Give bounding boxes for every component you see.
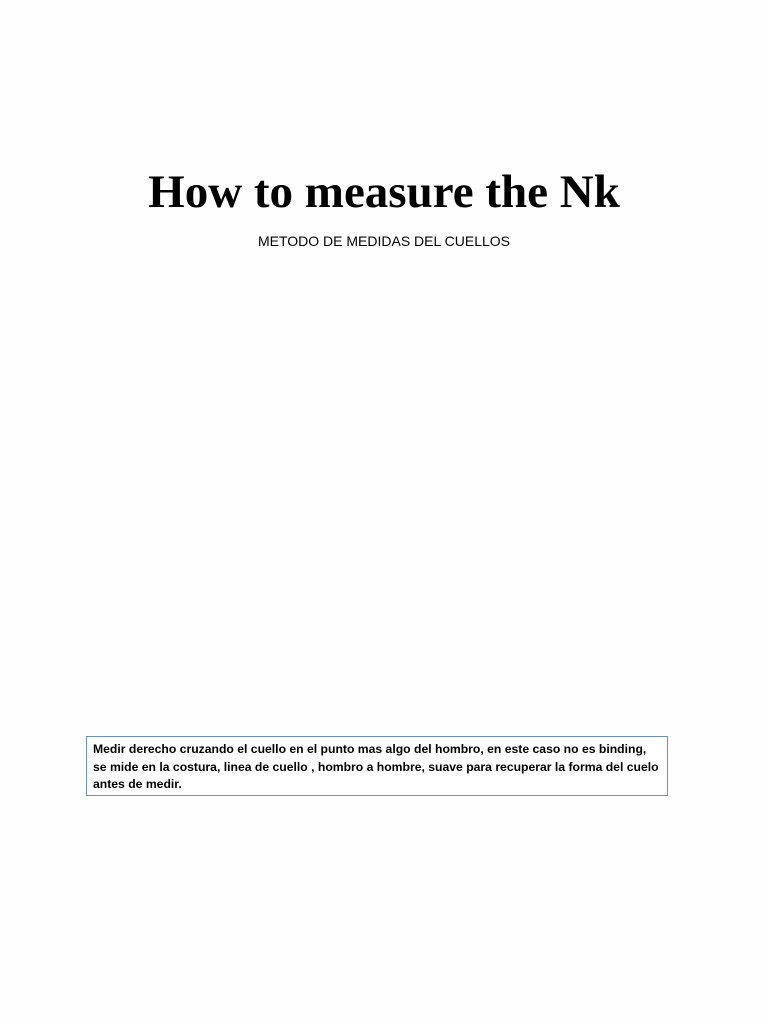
page-subtitle: METODO DE MEDIDAS DEL CUELLOS	[257, 233, 511, 249]
page-title: How to measure the Nk	[148, 166, 620, 218]
instruction-text-box: Medir derecho cruzando el cuello en el punto mas algo del hombro, en este caso no es binding, se mide en la costura, linea de cuello , hombro a hombre, suave para recuperar la forma del cuelo antes de medir.	[86, 736, 668, 796]
